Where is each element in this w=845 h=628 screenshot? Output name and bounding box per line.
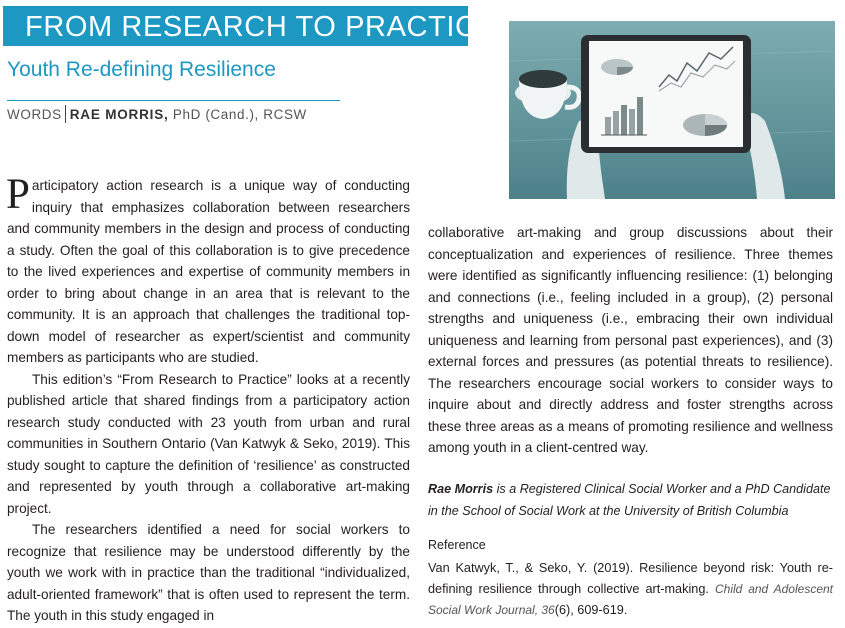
paragraph-1 <box>6 171 410 369</box>
paragraph-2: This edition’s “From Research to Practice” looks at a recently published article that shared findings from a participatory action research study conducted with 23 youth from urban and rural communities in Southern Ontario (Van Katwyk & Seko, 2019). This study sought to capture the definition of ‘resilience’ as constructed and represented by youth through a collaborative art-making project. <box>7 371 410 516</box>
paragraph-3-continued: collaborative art-making and group discussions about their conceptualization and experiences of resilience. Three themes were identified as significantly influencing resilience: (1) belonging and connections (i.e., feeling included in a group), (2) personal strengths and uniqueness (i.e., embracing their own individual uniqueness and learning from personal past experiences), and (3) external forces and pressures (as potential threats to resilience). The researchers encourage social workers to consider ways to inquire about and directly address and foster strengths across these three areas as a means of promoting resilience and wellness among youth in a client-centred way. <box>428 225 833 455</box>
byline <box>7 105 307 123</box>
article-photo <box>509 21 835 199</box>
article-title: Youth Re-defining Resilience <box>7 58 276 81</box>
tablet-with-charts-and-coffee-cup-icon <box>509 21 835 199</box>
body-column-right <box>428 222 833 459</box>
author-credentials: PhD (Cand.), RCSW <box>172 107 307 122</box>
reference-label: Reference <box>428 538 486 552</box>
bio-author-name: Rae Morris <box>428 482 494 496</box>
reference-citation <box>428 558 833 621</box>
author-name: RAE MORRIS, <box>69 107 169 122</box>
bio-text: is a Registered Clinical Social Worker and a PhD Candidate in the School of Social Work at the University of British Columbia <box>428 482 831 518</box>
citation-journal: Child and Adolescent Social Work Journal, 36 <box>428 582 834 617</box>
citation-authors-title: Van Katwyk, T., & Seko, Y. (2019). Resilience beyond risk: Youth re-defining resilience through collective art-making. <box>428 561 833 596</box>
citation-pages: (6), 609-619. <box>554 603 628 617</box>
banner-title: FROM RESEARCH TO PRACTICE <box>25 11 497 43</box>
byline-separator <box>65 105 66 123</box>
paragraph-3-start: The researchers identified a need for social workers to recognize that resilience may be understood differently by the youth we work with in practice than the traditional “individualized, adult-oriented framework” that is often used to represent the term. The youth in this study engaged in <box>7 522 410 623</box>
body-column-left <box>6 171 410 627</box>
byline-label: WORDS <box>7 107 62 122</box>
author-bio <box>428 479 838 522</box>
paragraph-1-text: articipatory action research is a unique way of conducting inquiry that emphasizes collaboration between researchers and community members in the design and process of conducting a study. Often the goal of this collaboration is to give precedence to the lived experiences and expertise of community members in order to bring about change in an area that is relevant to the community. It is an approach that challenges the traditional top-down model of researcher as expert/scientist and community members as participants who are studied. <box>7 178 410 365</box>
section-banner <box>3 6 497 46</box>
drop-cap: P <box>6 171 30 218</box>
title-divider <box>7 100 340 101</box>
